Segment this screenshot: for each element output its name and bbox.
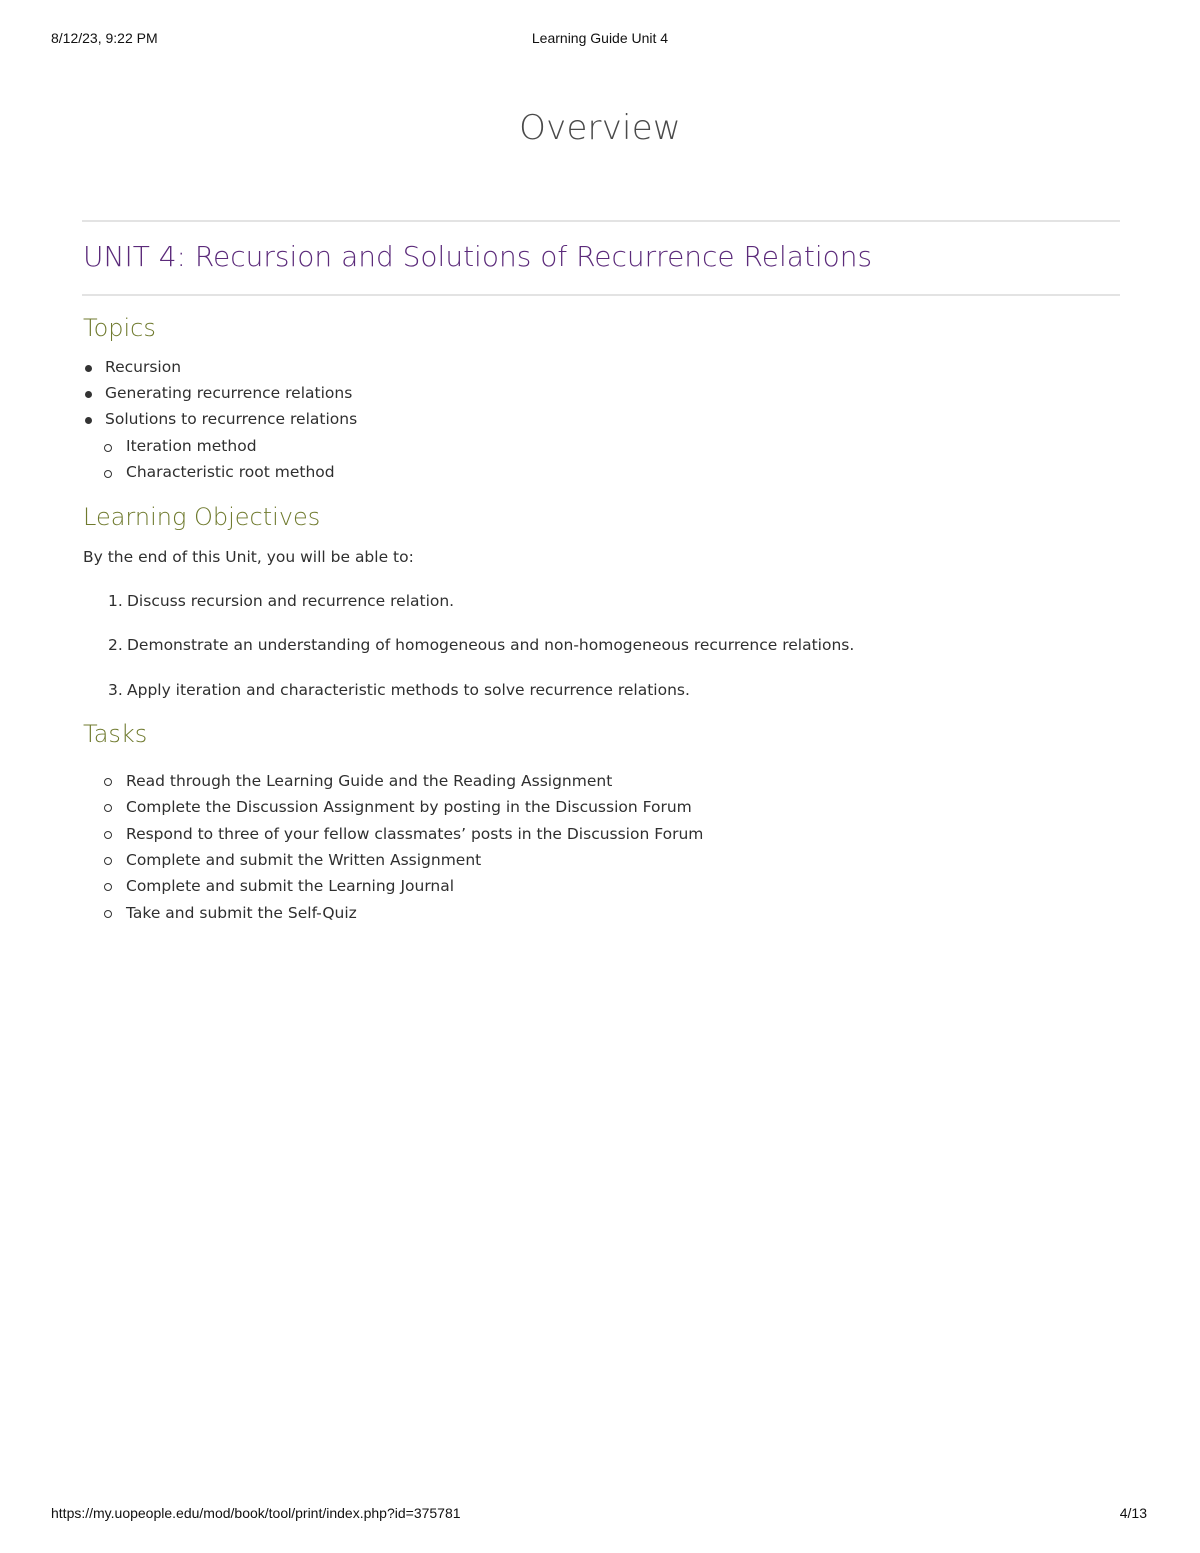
overview-title: Overview	[519, 108, 681, 148]
topic-subitem: Iteration method	[126, 437, 257, 455]
bullet-circle-icon	[104, 804, 112, 812]
bullet-circle-icon	[104, 857, 112, 865]
bullet-circle-icon	[104, 910, 112, 918]
print-page-title: Learning Guide Unit 4	[531, 30, 669, 46]
topic-item: Recursion	[105, 358, 182, 376]
bullet-disc-icon	[85, 417, 92, 424]
objective-number: 1.	[108, 592, 123, 610]
tasks-heading: Tasks	[83, 720, 148, 748]
objectives-intro: By the end of this Unit, you will be able to:	[83, 548, 414, 566]
bullet-disc-icon	[85, 391, 92, 398]
objective-item: Discuss recursion and recurrence relation.	[127, 592, 455, 610]
bullet-circle-icon	[104, 831, 112, 839]
task-item: Read through the Learning Guide and the Reading Assignment	[126, 772, 613, 790]
print-page-number: 4/13	[1119, 1505, 1147, 1521]
objective-number: 3.	[108, 681, 123, 699]
bullet-circle-icon	[104, 444, 112, 452]
objective-item: Demonstrate an understanding of homogeneous and non-homogeneous recurrence relations.	[127, 636, 855, 654]
print-datetime: 8/12/23, 9:22 PM	[51, 30, 158, 46]
topics-heading: Topics	[83, 314, 156, 342]
task-item: Complete and submit the Written Assignment	[126, 851, 482, 869]
topic-item: Generating recurrence relations	[105, 384, 353, 402]
bullet-circle-icon	[104, 470, 112, 478]
objective-item: Apply iteration and characteristic methods to solve recurrence relations.	[127, 681, 690, 699]
task-item: Take and submit the Self-Quiz	[126, 904, 357, 922]
bullet-circle-icon	[104, 778, 112, 786]
topic-subitem: Characteristic root method	[126, 463, 335, 481]
learning-objectives-heading: Learning Objectives	[83, 503, 321, 531]
task-item: Complete and submit the Learning Journal	[126, 877, 455, 895]
divider-bottom	[82, 294, 1120, 296]
bullet-circle-icon	[104, 883, 112, 891]
objective-number: 2.	[108, 636, 123, 654]
task-item: Respond to three of your fellow classmates’ posts in the Discussion Forum	[126, 825, 704, 843]
task-item: Complete the Discussion Assignment by posting in the Discussion Forum	[126, 798, 692, 816]
print-url: https://my.uopeople.edu/mod/book/tool/print/index.php?id=375781	[51, 1505, 461, 1521]
topic-item: Solutions to recurrence relations	[105, 410, 358, 428]
unit-title: UNIT 4: Recursion and Solutions of Recurrence Relations	[83, 240, 873, 273]
divider-top	[82, 220, 1120, 222]
bullet-disc-icon	[85, 365, 92, 372]
